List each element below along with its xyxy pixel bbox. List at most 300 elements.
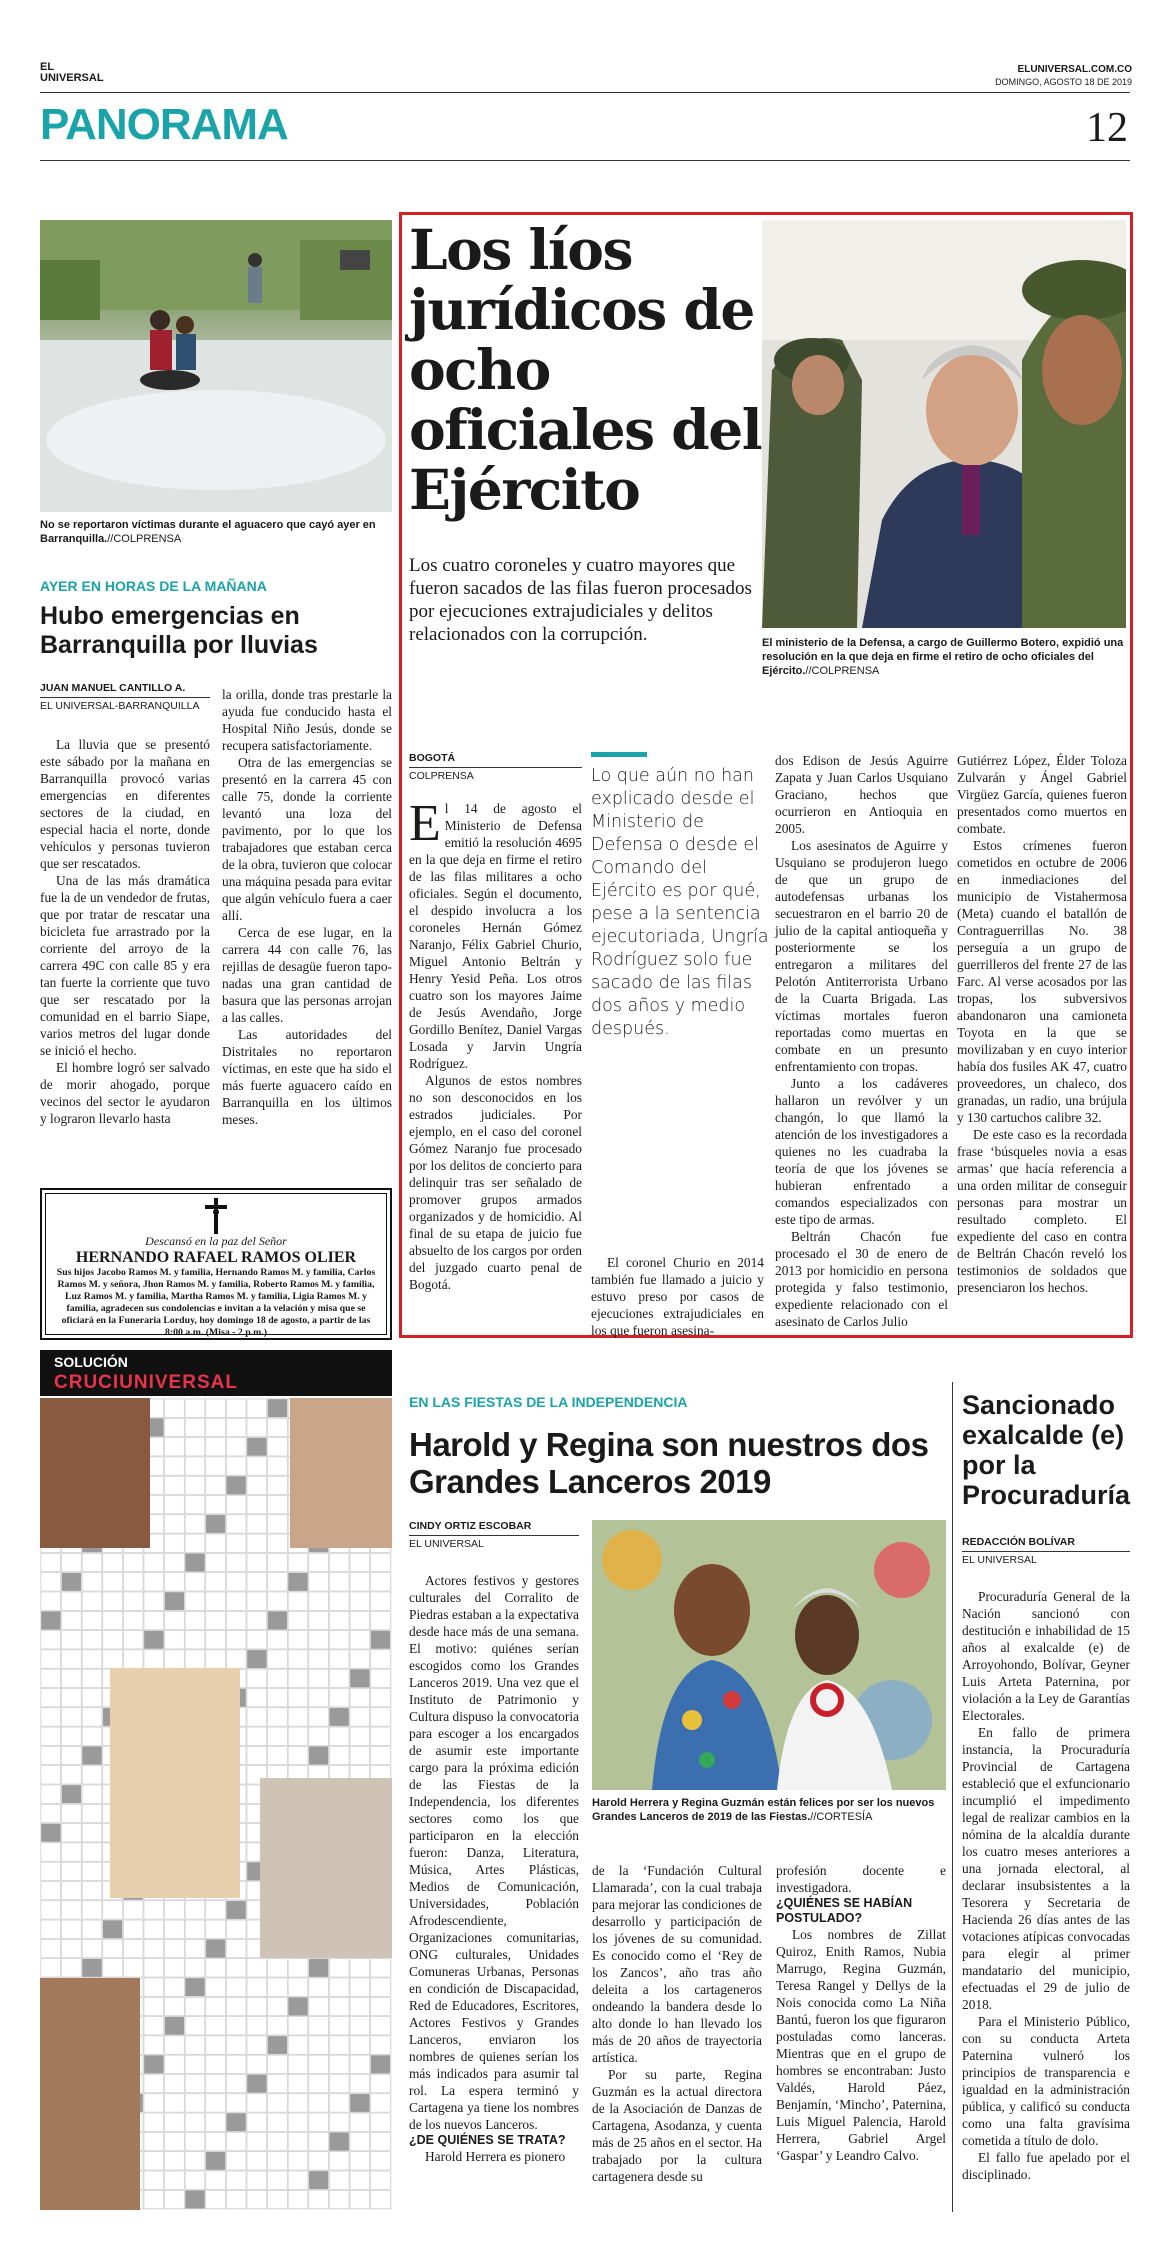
crossword-cell xyxy=(288,2036,308,2054)
crossword-photo xyxy=(110,1668,240,1898)
crossword-cell xyxy=(103,1920,123,1938)
crossword-cell xyxy=(206,1573,226,1591)
crossword-cell xyxy=(268,1438,288,1456)
crossword-cell xyxy=(62,1553,82,1571)
crossword-cell xyxy=(247,1689,267,1707)
crossword-cell xyxy=(309,2017,329,2035)
crossword-cell xyxy=(247,1650,267,1668)
crossword-cell xyxy=(123,1611,143,1629)
crossword-cell xyxy=(165,1476,185,1494)
crossword-cell xyxy=(62,1592,82,1610)
crossword-cell xyxy=(226,1997,246,2015)
crossword-cell xyxy=(165,2171,185,2189)
crossword-cell xyxy=(350,2055,370,2073)
obituary-text: Sus hijos Jacobo Ramos M. y familia, Hernando Ramos M. y familia, Carlos Ramos M. y señora, Jhon Ramos M. y familia, Roberto Ramos M. y familia, Luz Ramos M. y familia, Martha Ramos M. y familia, Ligia Ramos M. y familia, agradecen sus condolencias e invitan a la velación y misa que se oficiará en la Funeraria Lorduy, hoy domingo 18 de agosto, a partir de las 8:00 a.m. (Misa - 2 p.m.) xyxy=(56,1267,376,1338)
crossword-cell xyxy=(62,1727,82,1745)
crossword-cell xyxy=(206,1978,226,1996)
crossword-cell xyxy=(288,1978,308,1996)
crossword-cell xyxy=(62,1785,82,1803)
crossword-cell xyxy=(247,1438,267,1456)
crossword-cell xyxy=(350,2036,370,2054)
crossword-cell xyxy=(288,1650,308,1668)
obituary-line1: Descansó en la paz del Señor xyxy=(145,1234,287,1248)
crossword-cell xyxy=(309,2152,329,2170)
crossword-cell xyxy=(288,2190,308,2208)
crossword-cell xyxy=(268,2152,288,2170)
crossword-cell xyxy=(103,1553,123,1571)
crossword-cell xyxy=(123,1901,143,1919)
crossword-cell xyxy=(41,1650,61,1668)
crossword-cell xyxy=(288,1669,308,1687)
crossword-cell xyxy=(309,1592,329,1610)
crossword-cell xyxy=(329,1959,349,1977)
section-title: PANORAMA xyxy=(40,100,288,149)
cross-icon xyxy=(201,1198,231,1234)
crossword-cell xyxy=(62,1746,82,1764)
crossword-cell xyxy=(82,1882,102,1900)
crossword-cell xyxy=(41,1920,61,1938)
crossword-cell xyxy=(165,1997,185,2015)
crossword-cell xyxy=(123,1920,143,1938)
crossword-cell xyxy=(268,1689,288,1707)
crossword-cell xyxy=(371,2055,391,2073)
crossword-cell xyxy=(206,1920,226,1938)
crossword-cell xyxy=(82,1862,102,1880)
crossword-cell xyxy=(206,2171,226,2189)
lanceros-col-2: de la ‘Fundación Cultural Llamarada’, con la cual trabaja para mejorar las condiciones de desarrollo y participación de los jóvenes de su comunidad. Es conocido como el ‘Rey de los Zancos’, año tras año deleita a los cartageneros ondeando la bandera desde lo alto donde lo han llevado los más de 20 años de trayectoria artística. Por su parte, Regina Guzmán es la actual directora de la Asociación de Danzas de Cartagena, Asodanza, y cuenta más de 25 años en el sector. Ha trabajado por la cultura cartagenera desde su xyxy=(592,1863,762,2184)
crossword-cell xyxy=(165,1978,185,1996)
crossword-cell xyxy=(165,1592,185,1610)
lanceros-author: CINDY ORTIZ ESCOBAR xyxy=(409,1520,532,1532)
logo: EL UNIVERSAL xyxy=(40,61,104,84)
crossword-cell xyxy=(185,1997,205,2015)
crossword-cell xyxy=(41,1901,61,1919)
crossword-cell xyxy=(309,1978,329,1996)
right-author: REDACCIÓN BOLÍVAR xyxy=(962,1536,1075,1548)
crossword-cell xyxy=(165,2075,185,2093)
crossword-cell xyxy=(247,1553,267,1571)
crossword-cell xyxy=(226,1553,246,1571)
crossword-cell xyxy=(350,2152,370,2170)
crossword-cell xyxy=(226,1496,246,1514)
crossword-cell xyxy=(288,2113,308,2131)
crossword-cell xyxy=(247,1631,267,1649)
crossword-cell xyxy=(371,1650,391,1668)
crossword-cell xyxy=(82,1804,102,1822)
crossword-cell xyxy=(247,1708,267,1726)
crossword-cell xyxy=(329,2113,349,2131)
crossword-cell xyxy=(371,1708,391,1726)
crossword-cell xyxy=(247,1496,267,1514)
crossword-cell xyxy=(288,2152,308,2170)
crossword-cell xyxy=(226,1438,246,1456)
crossword-cell xyxy=(226,1476,246,1494)
crossword-cell xyxy=(103,1959,123,1977)
crossword-cell xyxy=(371,1631,391,1649)
crossword-cell xyxy=(62,1824,82,1842)
crossword-cell xyxy=(371,2094,391,2112)
crossword-cell xyxy=(144,2152,164,2170)
crossword-cell xyxy=(371,2171,391,2189)
crossword-cell xyxy=(268,1399,288,1417)
crossword-cell xyxy=(226,2036,246,2054)
crossword-cell xyxy=(206,1631,226,1649)
crossword-cell xyxy=(165,2132,185,2150)
crossword-cell xyxy=(329,2094,349,2112)
crossword-cell xyxy=(329,1978,349,1996)
crossword-cell xyxy=(82,1746,102,1764)
crossword-cell xyxy=(62,1573,82,1591)
crossword-cell xyxy=(247,1669,267,1687)
crossword-cell xyxy=(288,1689,308,1707)
crossword-cell xyxy=(226,1920,246,1938)
crossword-cell xyxy=(371,1669,391,1687)
right-headline: Sancionado exalcalde (e) por la Procuraduría xyxy=(962,1390,1131,1510)
crossword-cell xyxy=(82,1959,102,1977)
crossword-cell xyxy=(288,2075,308,2093)
left-col-1: La lluvia que se presentó este sábado por la mañana en Barranquilla provocó varias emergencias en diferentes sectores de la ciudad, en especial hacia el norte, donde vehículos y personas tuvieron que ser rescatados. Una de las más dramática fue la de un vendedor de frutas, que por tratar de rescatar una bicicleta fue arrastrado por la corriente del arroyo de la carrera 49C con calle 85 y era tan fuerte la corriente que tuvo que ser rescatado por la comunidad en el barrio Siape, varios metros del lugar donde se inició el hecho. El hombre logró ser salvado de morir ahogado, porque vecinos del sector le ayudaron y lograron llevarlo hasta xyxy=(40,737,210,1126)
crossword-cell xyxy=(165,1901,185,1919)
crossword-cell xyxy=(62,1882,82,1900)
crossword-cell xyxy=(165,2036,185,2054)
flood-photo-caption: No se reportaron víctimas durante el aguacero que cayó ayer en Barranquilla.//COLPRENSA xyxy=(40,519,376,545)
main-col-4: Gutiérrez López, Élder Toloza Zulvarán y Ángel Gabriel Virgüez García, quienes fueron presentados como muertos en combate. Estos crímenes fueron cometidos en octubre de 2006 en inmediaciones del municipio de Vistahermosa (Meta) cuando el batallón de Contraguerrillas No. 38 perseguía a un grupo de guerrilleros del frente 27 de las Farc. Al verse acosados por las tropas, los subversivos abandonaron una camioneta Toyota en la que se movilizaban y en cuyo interior había dos fusiles AK 47, cuatro proveedores, un chaleco, dos granadas, un radio, una brújula y 130 cartuchos calibre 32. De este caso es la recordada frase ‘búsqueles novia a esas armas’ que hacía referencia a una orden militar de conseguir personas para mostrar un resultado completo. El expediente del caso en contra de Beltrán Chacón reveló los testimonios de soldados que presenciaron los hechos. xyxy=(957,753,1127,1295)
crossword-cell xyxy=(309,1611,329,1629)
crossword-cell xyxy=(82,1631,102,1649)
date: DOMINGO, AGOSTO 18 DE 2019 xyxy=(995,77,1132,87)
crossword-cell xyxy=(41,1843,61,1861)
crossword-cell xyxy=(41,1611,61,1629)
crossword-cell xyxy=(185,1457,205,1475)
crossword-cell xyxy=(371,2036,391,2054)
crossword-cell xyxy=(309,1708,329,1726)
crossword-cell xyxy=(247,1611,267,1629)
crossword-cell xyxy=(82,1843,102,1861)
crossword-cell xyxy=(247,1573,267,1591)
crossword-cell xyxy=(185,1592,205,1610)
crossword-cell xyxy=(41,1939,61,1957)
crossword-cell xyxy=(206,2152,226,2170)
right-outlet: EL UNIVERSAL xyxy=(962,1554,1037,1566)
crossword-cell xyxy=(268,1746,288,1764)
crossword-cell xyxy=(103,1592,123,1610)
crossword-cell xyxy=(62,1901,82,1919)
crossword-cell xyxy=(371,2190,391,2208)
crossword-cell xyxy=(309,1669,329,1687)
crossword-cell xyxy=(371,2017,391,2035)
crossword-label: SOLUCIÓN xyxy=(54,1354,128,1370)
crossword-cell xyxy=(350,2094,370,2112)
crossword-cell xyxy=(103,1611,123,1629)
crossword-cell xyxy=(206,1438,226,1456)
crossword-cell xyxy=(288,1592,308,1610)
crossword-cell xyxy=(82,1669,102,1687)
crossword-cell xyxy=(268,1978,288,1996)
crossword-cell xyxy=(185,1553,205,1571)
crossword-cell xyxy=(165,2113,185,2131)
crossword-cell xyxy=(123,1959,143,1977)
crossword-cell xyxy=(41,1862,61,1880)
crossword-cell xyxy=(268,1515,288,1533)
crossword-photo xyxy=(40,1398,150,1548)
crossword-cell xyxy=(123,1592,143,1610)
crossword-cell xyxy=(309,2171,329,2189)
crossword-cell xyxy=(41,1573,61,1591)
crossword-cell xyxy=(206,1553,226,1571)
crossword-cell xyxy=(288,1959,308,1977)
crossword-cell xyxy=(144,1553,164,1571)
crossword-cell xyxy=(226,1650,246,1668)
crossword-cell xyxy=(226,2152,246,2170)
crossword-cell xyxy=(103,1650,123,1668)
crossword-grid xyxy=(40,1398,392,2210)
crossword-cell xyxy=(247,2094,267,2112)
minister-photo-caption: El ministerio de la Defensa, a cargo de Guillermo Botero, expidió una resolución en la que deja en firme el retiro de ocho oficiales del Ejército.//COLPRENSA xyxy=(762,637,1124,677)
crossword-cell xyxy=(165,1496,185,1514)
crossword-cell xyxy=(247,1959,267,1977)
crossword-cell xyxy=(247,2190,267,2208)
crossword-cell xyxy=(103,1939,123,1957)
crossword-cell xyxy=(247,1399,267,1417)
crossword-cell xyxy=(165,1399,185,1417)
minister-photo xyxy=(762,220,1126,628)
flood-photo xyxy=(40,220,392,512)
crossword-cell xyxy=(206,1997,226,2015)
crossword-cell xyxy=(41,1553,61,1571)
crossword-cell xyxy=(350,1746,370,1764)
crossword-cell xyxy=(288,2132,308,2150)
crossword-cell xyxy=(329,1746,349,1764)
crossword-cell xyxy=(41,1708,61,1726)
crossword-cell xyxy=(226,1515,246,1533)
crossword-cell xyxy=(41,1824,61,1842)
crossword-cell xyxy=(268,2190,288,2208)
crossword-cell xyxy=(329,2055,349,2073)
crossword-cell xyxy=(62,1862,82,1880)
crossword-cell xyxy=(206,1457,226,1475)
crossword-cell xyxy=(247,2055,267,2073)
crossword-cell xyxy=(62,1669,82,1687)
crossword-cell xyxy=(185,2055,205,2073)
crossword-cell xyxy=(103,1573,123,1591)
crossword-cell xyxy=(226,1631,246,1649)
crossword-cell xyxy=(371,1573,391,1591)
crossword-cell xyxy=(329,1997,349,2015)
crossword-cell xyxy=(350,1959,370,1977)
crossword-cell xyxy=(103,1901,123,1919)
crossword-cell xyxy=(165,1959,185,1977)
crossword-cell xyxy=(288,2055,308,2073)
crossword-cell xyxy=(144,1959,164,1977)
crossword-cell xyxy=(268,2036,288,2054)
crossword-cell xyxy=(247,2017,267,2035)
crossword-cell xyxy=(185,1920,205,1938)
crossword-cell xyxy=(144,2055,164,2073)
crossword-cell xyxy=(144,1592,164,1610)
crossword-cell xyxy=(371,2113,391,2131)
crossword-cell xyxy=(288,2017,308,2035)
crossword-cell xyxy=(247,1727,267,1745)
crossword-cell xyxy=(226,2094,246,2112)
crossword-cell xyxy=(247,2152,267,2170)
crossword-cell xyxy=(41,1689,61,1707)
site-url: ELUNIVERSAL.COM.CO xyxy=(1017,64,1132,75)
crossword-cell xyxy=(329,1553,349,1571)
crossword-cell xyxy=(268,1997,288,2015)
crossword-cell xyxy=(268,2075,288,2093)
crossword-cell xyxy=(226,1939,246,1957)
crossword-cell xyxy=(185,2113,205,2131)
crossword-cell xyxy=(82,1727,102,1745)
crossword-cell xyxy=(144,1920,164,1938)
lanceros-photo-caption: Harold Herrera y Regina Guzmán están felices por ser los nuevos Grandes Lanceros de 2019 de las Fiestas.//CORTESÍA xyxy=(592,1797,935,1823)
crossword-cell xyxy=(185,1515,205,1533)
crossword-cell xyxy=(226,2171,246,2189)
crossword-cell xyxy=(268,1669,288,1687)
crossword-cell xyxy=(185,1418,205,1436)
crossword-cell xyxy=(371,1727,391,1745)
crossword-cell xyxy=(165,1573,185,1591)
crossword-cell xyxy=(371,1997,391,2015)
crossword-cell xyxy=(144,2190,164,2208)
crossword-cell xyxy=(226,2075,246,2093)
crossword-cell xyxy=(350,1592,370,1610)
crossword-cell xyxy=(82,1708,102,1726)
crossword-cell xyxy=(165,1457,185,1475)
crossword-cell xyxy=(309,2036,329,2054)
crossword-cell xyxy=(350,1553,370,1571)
crossword-cell xyxy=(247,2132,267,2150)
crossword-cell xyxy=(268,2094,288,2112)
crossword-cell xyxy=(206,2190,226,2208)
crossword-cell xyxy=(268,2132,288,2150)
crossword-cell xyxy=(185,2171,205,2189)
crossword-cell xyxy=(288,2094,308,2112)
crossword-cell xyxy=(185,1631,205,1649)
crossword-cell xyxy=(41,1785,61,1803)
crossword-cell xyxy=(206,1901,226,1919)
crossword-cell xyxy=(82,1920,102,1938)
crossword-cell xyxy=(226,1592,246,1610)
crossword-cell xyxy=(185,2152,205,2170)
crossword-cell xyxy=(268,1727,288,1745)
crossword-cell xyxy=(329,2036,349,2054)
crossword-cell xyxy=(247,2036,267,2054)
crossword-cell xyxy=(329,1573,349,1591)
crossword-cell xyxy=(185,1959,205,1977)
crossword-cell xyxy=(144,2075,164,2093)
crossword-cell xyxy=(329,1650,349,1668)
crossword-cell xyxy=(185,1496,205,1514)
crossword-cell xyxy=(165,1939,185,1957)
crossword-cell xyxy=(62,1766,82,1784)
crossword-cell xyxy=(350,2075,370,2093)
crossword-cell xyxy=(309,1997,329,2015)
crossword-cell xyxy=(206,1592,226,1610)
crossword-cell xyxy=(268,1631,288,1649)
crossword-cell xyxy=(82,1939,102,1957)
crossword-cell xyxy=(288,1708,308,1726)
crossword-cell xyxy=(206,1418,226,1436)
crossword-cell xyxy=(247,1978,267,1996)
crossword-cell xyxy=(41,1746,61,1764)
crossword-cell xyxy=(350,1708,370,1726)
main-col-1: El 14 de agosto el Ministerio de Defensa emitió la resolución 4695 en la que deja en firme el retiro de las filas militares a ocho oficiales. Según el documento, el despido involucra a los coroneles Hernán Gómez Naranjo, Félix Gabriel Churio, Miguel Antonio Beltrán y Henry Yesid Peña. Los otros cuatro son los mayores Jaime de Jesús Avendaño, Jorge Gordillo Benítez, Daniel Vargas Losada y Jarvin Ungría Rodríguez. Algunos de estos nombres no son desconocidos en los estrados judiciales. Por ejemplo, en el caso del coronel Gómez Naranjo fue procesado por los delitos de concierto para delinquir tras ser señalado de promover grupos armados organizados y de homicidio. Al final de su etapa de juicio fue absuelto de los cargos por orden del juzgado cuarto penal de Bogotá. xyxy=(409,795,582,1292)
crossword-cell xyxy=(268,1418,288,1436)
crossword-cell xyxy=(247,2171,267,2189)
crossword-cell xyxy=(206,1534,226,1552)
crossword-cell xyxy=(41,1631,61,1649)
crossword-cell xyxy=(185,2190,205,2208)
crossword-cell xyxy=(268,1476,288,1494)
crossword-cell xyxy=(226,1611,246,1629)
crossword-cell xyxy=(268,2171,288,2189)
crossword-cell xyxy=(185,1573,205,1591)
crossword-cell xyxy=(247,1476,267,1494)
crossword-cell xyxy=(226,2055,246,2073)
crossword-cell xyxy=(350,1611,370,1629)
crossword-cell xyxy=(329,1611,349,1629)
right-body: Procuraduría General de la Nación sancionó con destitución e inhabilidad de 15 años al exalcalde (e) de Arroyohondo, Bolívar, Geyner Luis Arteta Paternina, por violación a la Ley de Garantías Electorales. En fallo de primera instancia, la Procuraduría Provincial de Cartagena estableció que el exfuncionario incumplió el impedimento legal de realizar cambios en la nómina de la alcaldía durante los cuatro meses anteriores a una jornada electoral, al declarar insubsistentes a la Tesorera y Secretaria de Hacienda 26 días antes de las votaciones atípicas convocadas para elegir al primer mandatario del municipio, efectuadas el 29 de julio de 2018. Para el Ministerio Público, con su conducta Arteta Paternina vulneró los principios de transparencia e igualdad en la administración pública, y calificó su conducta como una falta gravísima cometida a título de dolo. El fallo fue apelado por el disciplinado. xyxy=(962,1589,1130,2182)
left-author: JUAN MANUEL CANTILLO A. xyxy=(40,682,186,694)
crossword-cell xyxy=(329,1592,349,1610)
crossword-cell xyxy=(185,1978,205,1996)
crossword-cell xyxy=(185,2075,205,2093)
crossword-cell xyxy=(185,1650,205,1668)
crossword-cell xyxy=(288,1997,308,2015)
crossword-cell xyxy=(165,1611,185,1629)
crossword-cell xyxy=(329,2017,349,2035)
crossword-cell xyxy=(371,2075,391,2093)
crossword-cell xyxy=(226,1901,246,1919)
crossword-cell xyxy=(226,2190,246,2208)
crossword-cell xyxy=(82,1611,102,1629)
crossword-cell xyxy=(350,1573,370,1591)
crossword-cell xyxy=(371,1978,391,1996)
crossword-cell xyxy=(144,2132,164,2150)
crossword-cell xyxy=(165,1650,185,1668)
crossword-cell xyxy=(288,1631,308,1649)
crossword-cell xyxy=(350,2132,370,2150)
crossword-cell xyxy=(329,1631,349,1649)
crossword-cell xyxy=(350,2017,370,2035)
crossword-cell xyxy=(371,2152,391,2170)
crossword-cell xyxy=(329,1727,349,1745)
crossword-cell xyxy=(350,1727,370,1745)
crossword-cell xyxy=(247,1592,267,1610)
crossword-cell xyxy=(288,1553,308,1571)
crossword-cell xyxy=(247,2075,267,2093)
crossword-cell xyxy=(82,1824,102,1842)
crossword-cell xyxy=(329,2132,349,2150)
crossword-title: CRUCIUNIVERSAL xyxy=(54,1372,238,1393)
crossword-cell xyxy=(268,2113,288,2131)
crossword-cell xyxy=(165,1553,185,1571)
crossword-cell xyxy=(329,1669,349,1687)
crossword-photo xyxy=(290,1398,392,1548)
crossword-cell xyxy=(185,1901,205,1919)
crossword-cell xyxy=(288,1727,308,1745)
page-number: 12 xyxy=(1086,105,1128,151)
crossword-cell xyxy=(185,2036,205,2054)
crossword-photo xyxy=(260,1778,392,1958)
crossword-cell xyxy=(350,2171,370,2189)
crossword-cell xyxy=(206,2036,226,2054)
crossword-cell xyxy=(309,2055,329,2073)
crossword-cell xyxy=(371,1959,391,1977)
crossword-header xyxy=(40,1350,392,1396)
crossword-cell xyxy=(268,1650,288,1668)
